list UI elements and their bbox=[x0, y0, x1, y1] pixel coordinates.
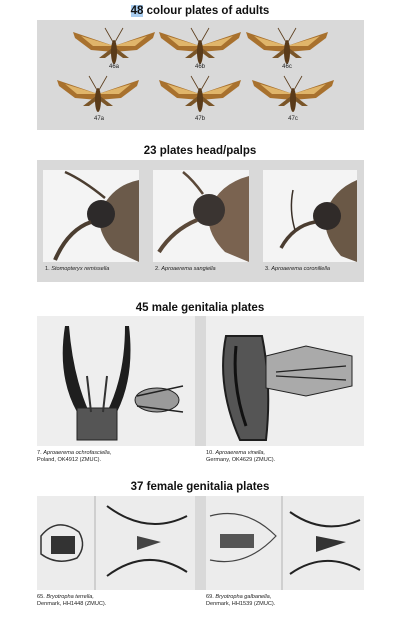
female-65-drawing bbox=[37, 496, 195, 590]
head-caption-1: 1. Stomopteryx remissella bbox=[45, 266, 110, 272]
head-photo-3 bbox=[263, 170, 357, 262]
female-69-drawing bbox=[206, 496, 364, 590]
male-caption-7: 7. Aproaerema ochrofasciella, Poland, OK4912 (ZMUC). bbox=[37, 450, 112, 463]
head-3-drawing bbox=[263, 170, 357, 262]
label-46b: 46b bbox=[194, 64, 205, 70]
head-1-drawing bbox=[43, 170, 139, 262]
head-caption-3: 3. Aproaerema coronillella bbox=[265, 266, 330, 272]
head-palps-title: 23 plates head/palps bbox=[143, 145, 257, 157]
adult-plates-panel bbox=[37, 20, 364, 130]
title-text: colour plates of adults bbox=[143, 5, 270, 17]
head-2-drawing bbox=[153, 170, 249, 262]
moth-47a bbox=[57, 76, 139, 112]
label-47b: 47b bbox=[194, 116, 205, 122]
colour-plates-title bbox=[0, 5, 400, 17]
moth-46a bbox=[73, 28, 155, 64]
adult-moths-figure bbox=[37, 20, 364, 130]
label-46a: 46a bbox=[108, 64, 119, 70]
female-genitalia-panel bbox=[37, 496, 364, 607]
moth-46b bbox=[159, 28, 241, 64]
label-47a: 47a bbox=[93, 116, 104, 122]
moth-47b bbox=[159, 76, 241, 112]
head-palps-panel bbox=[37, 160, 364, 282]
label-47c: 47c bbox=[288, 116, 298, 122]
female-plate-65 bbox=[37, 496, 195, 590]
moth-46c bbox=[246, 28, 328, 64]
moth-47c bbox=[252, 76, 334, 112]
female-plate-69 bbox=[206, 496, 364, 590]
male-10-drawing bbox=[206, 316, 364, 446]
male-plate-10 bbox=[206, 316, 364, 446]
label-46c: 46c bbox=[282, 64, 292, 70]
head-caption-2: 2. Aproaerema sangiella bbox=[155, 266, 216, 272]
head-photo-1 bbox=[43, 170, 139, 262]
male-genitalia-title: 45 male genitalia plates bbox=[135, 302, 265, 314]
male-caption-10: 10. Aproaerema vinella, Germany, OK4629 (ZMUC). bbox=[206, 450, 276, 463]
male-plate-7 bbox=[37, 316, 195, 446]
female-caption-65: 65. Bryotropha terrella, Denmark, HH1448 (ZMUC). bbox=[37, 594, 107, 607]
title-count-highlight: 48 bbox=[130, 5, 144, 17]
male-7-drawing bbox=[37, 316, 195, 446]
head-photo-2 bbox=[153, 170, 249, 262]
female-genitalia-title: 37 female genitalia plates bbox=[130, 481, 270, 493]
male-genitalia-panel bbox=[37, 316, 364, 463]
female-caption-69: 69. Bryotropha galbanella, Denmark, HH1539 (ZMUC). bbox=[206, 594, 276, 607]
